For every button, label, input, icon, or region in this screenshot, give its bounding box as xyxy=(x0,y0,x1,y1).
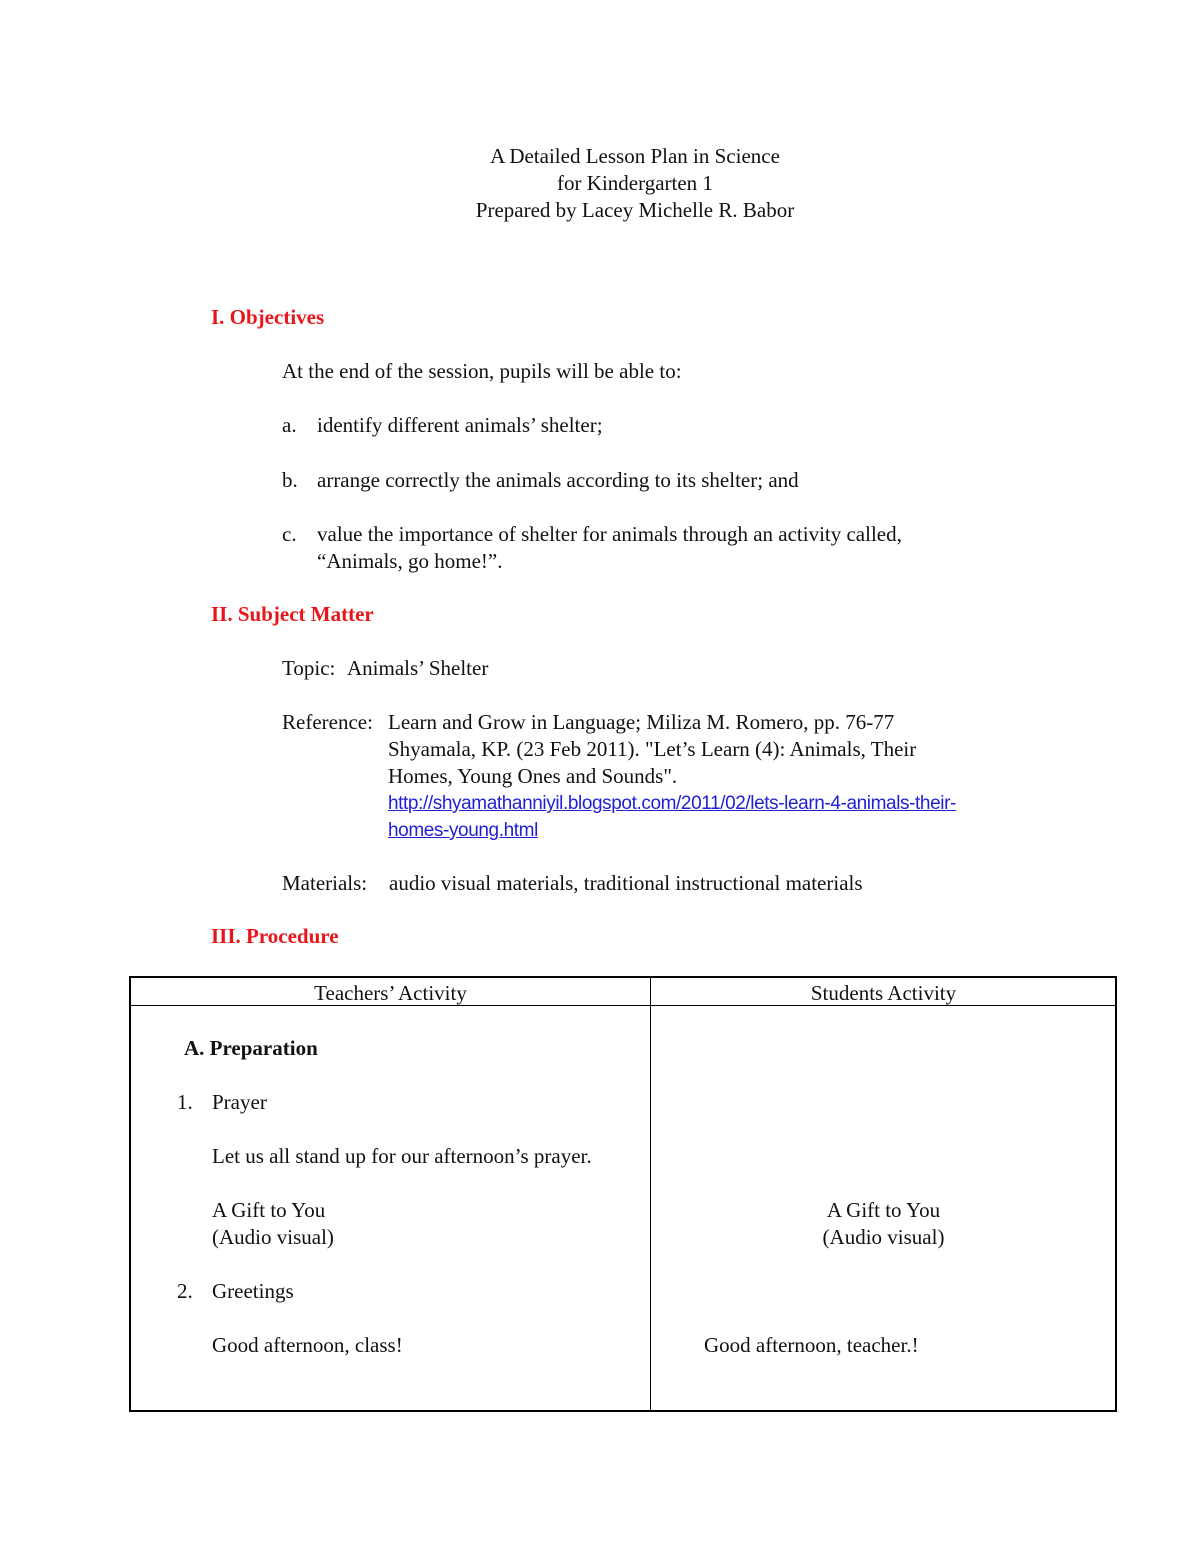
reference-url-line-2[interactable]: homes-young.html xyxy=(388,820,538,841)
reference-url-line-1[interactable]: http://shyamathanniyil.blogspot.com/2011/02/lets-learn-4-animals-their- xyxy=(388,793,956,814)
item-greetings: Greetings xyxy=(212,1279,294,1303)
prayer-song: A Gift to You xyxy=(212,1198,326,1222)
student-greeting: Good afternoon, teacher.! xyxy=(704,1333,919,1357)
objective-c-continued: “Animals, go home!”. xyxy=(317,549,503,573)
topic-label: Topic: xyxy=(282,656,336,680)
objective-a: identify different animals’ shelter; xyxy=(317,413,603,437)
item-1-marker: 1. xyxy=(177,1090,193,1114)
objectives-intro: At the end of the session, pupils will be able to: xyxy=(282,359,682,383)
topic-value: Animals’ Shelter xyxy=(347,656,489,680)
procedure-table xyxy=(129,976,1117,1412)
objective-marker-c: c. xyxy=(282,522,297,546)
prayer-instruction: Let us all stand up for our afternoon’s prayer. xyxy=(212,1144,592,1168)
materials-label: Materials: xyxy=(282,871,368,895)
author-line: Prepared by Lacey Michelle R. Babor xyxy=(475,198,795,222)
objective-b: arrange correctly the animals according to its shelter; and xyxy=(317,468,799,492)
teachers-activity-header: Teachers’ Activity xyxy=(314,981,467,1005)
title-line: A Detailed Lesson Plan in Science xyxy=(490,144,780,168)
student-prayer-song-note: (Audio visual) xyxy=(822,1225,945,1249)
item-2-marker: 2. xyxy=(177,1279,193,1303)
procedure-heading: III. Procedure xyxy=(211,924,339,948)
objective-marker-a: a. xyxy=(282,413,297,437)
reference-label: Reference: xyxy=(282,710,373,734)
students-activity-header: Students Activity xyxy=(810,981,957,1005)
materials-value: audio visual materials, traditional instructional materials xyxy=(389,871,863,895)
student-prayer-song: A Gift to You xyxy=(826,1198,941,1222)
objective-marker-b: b. xyxy=(282,468,298,492)
objective-c: value the importance of shelter for animals through an activity called, xyxy=(317,522,902,546)
reference-line-3: Homes, Young Ones and Sounds". xyxy=(388,764,678,788)
item-prayer: Prayer xyxy=(212,1090,267,1114)
teacher-greeting: Good afternoon, class! xyxy=(212,1333,403,1357)
objectives-heading: I. Objectives xyxy=(211,305,325,329)
section-preparation: A. Preparation xyxy=(184,1036,318,1060)
prayer-song-note: (Audio visual) xyxy=(212,1225,334,1249)
table-column-divider xyxy=(650,978,651,1410)
grade-line: for Kindergarten 1 xyxy=(557,171,713,195)
reference-line-1: Learn and Grow in Language; Miliza M. Romero, pp. 76-77 xyxy=(388,710,895,734)
subject-matter-heading: II. Subject Matter xyxy=(211,602,374,626)
reference-line-2: Shyamala, KP. (23 Feb 2011). "Let’s Learn (4): Animals, Their xyxy=(388,737,917,761)
